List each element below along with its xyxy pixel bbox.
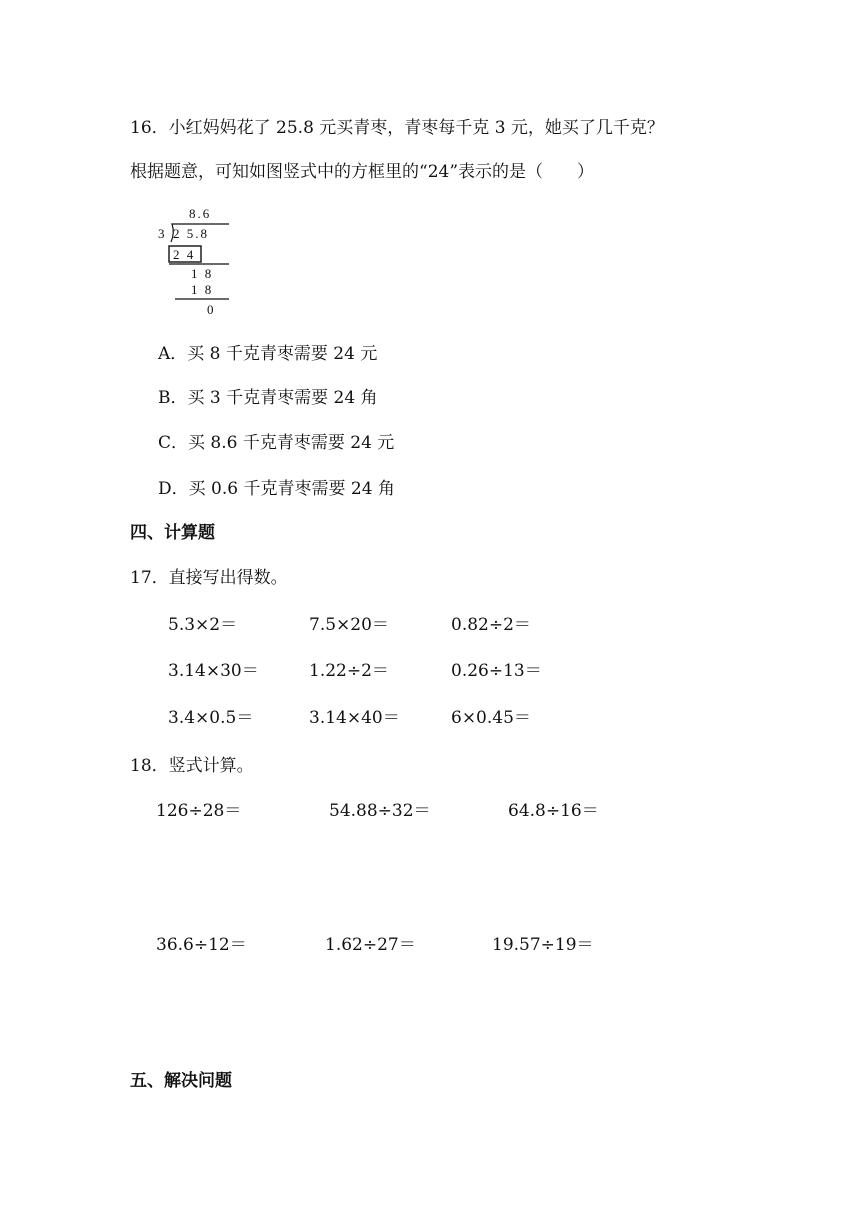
q17-item: 6×0.45＝ <box>451 708 531 728</box>
q18-item: 126÷28＝ <box>156 801 242 821</box>
q18-item: 19.57÷19＝ <box>492 935 594 955</box>
q18-item: 54.88÷32＝ <box>329 801 431 821</box>
option-b: B．买 3 千克青枣需要 24 角 <box>158 388 378 408</box>
division-divisor: 3 <box>158 226 167 241</box>
q18-title: 18．竖式计算。 <box>130 756 254 776</box>
long-division-lines <box>155 203 235 323</box>
q18-item: 64.8÷16＝ <box>508 801 599 821</box>
q17-item: 3.14×30＝ <box>168 661 259 681</box>
q16-stem: 16．小红妈妈花了 25.8 元买青枣，青枣每千克 3 元，她买了几千克？ <box>130 118 664 138</box>
q17-item: 0.26÷13＝ <box>451 661 542 681</box>
q17-item: 7.5×20＝ <box>309 615 389 635</box>
option-d: D．买 0.6 千克青枣需要 24 角 <box>158 479 395 499</box>
option-a: A．买 8 千克青枣需要 24 元 <box>158 344 378 364</box>
division-quotient: 8.6 <box>189 206 212 221</box>
q17-title: 17．直接写出得数。 <box>130 568 288 588</box>
q18-item: 1.62÷27＝ <box>325 935 416 955</box>
division-dividend: 2 5.8 <box>173 226 209 241</box>
q17-item: 3.14×40＝ <box>309 708 400 728</box>
section-5-title: 五、解决问题 <box>130 1071 232 1091</box>
division-remainder: 1 8 <box>191 266 214 281</box>
q17-item: 5.3×2＝ <box>168 615 238 635</box>
q17-item: 1.22÷2＝ <box>309 661 389 681</box>
q17-item: 3.4×0.5＝ <box>168 708 254 728</box>
division-final: 0 <box>207 302 216 317</box>
q17-item: 0.82÷2＝ <box>451 615 531 635</box>
q18-item: 36.6÷12＝ <box>156 935 247 955</box>
division-boxed-24: 2 4 <box>173 247 196 262</box>
q16-question: 根据题意，可知如图竖式中的方框里的“24”表示的是（ ） <box>130 162 595 182</box>
option-c: C．买 8.6 千克青枣需要 24 元 <box>158 433 395 453</box>
division-subtract: 1 8 <box>191 282 214 297</box>
section-4-title: 四、计算题 <box>130 523 215 543</box>
long-division-figure <box>155 203 235 323</box>
